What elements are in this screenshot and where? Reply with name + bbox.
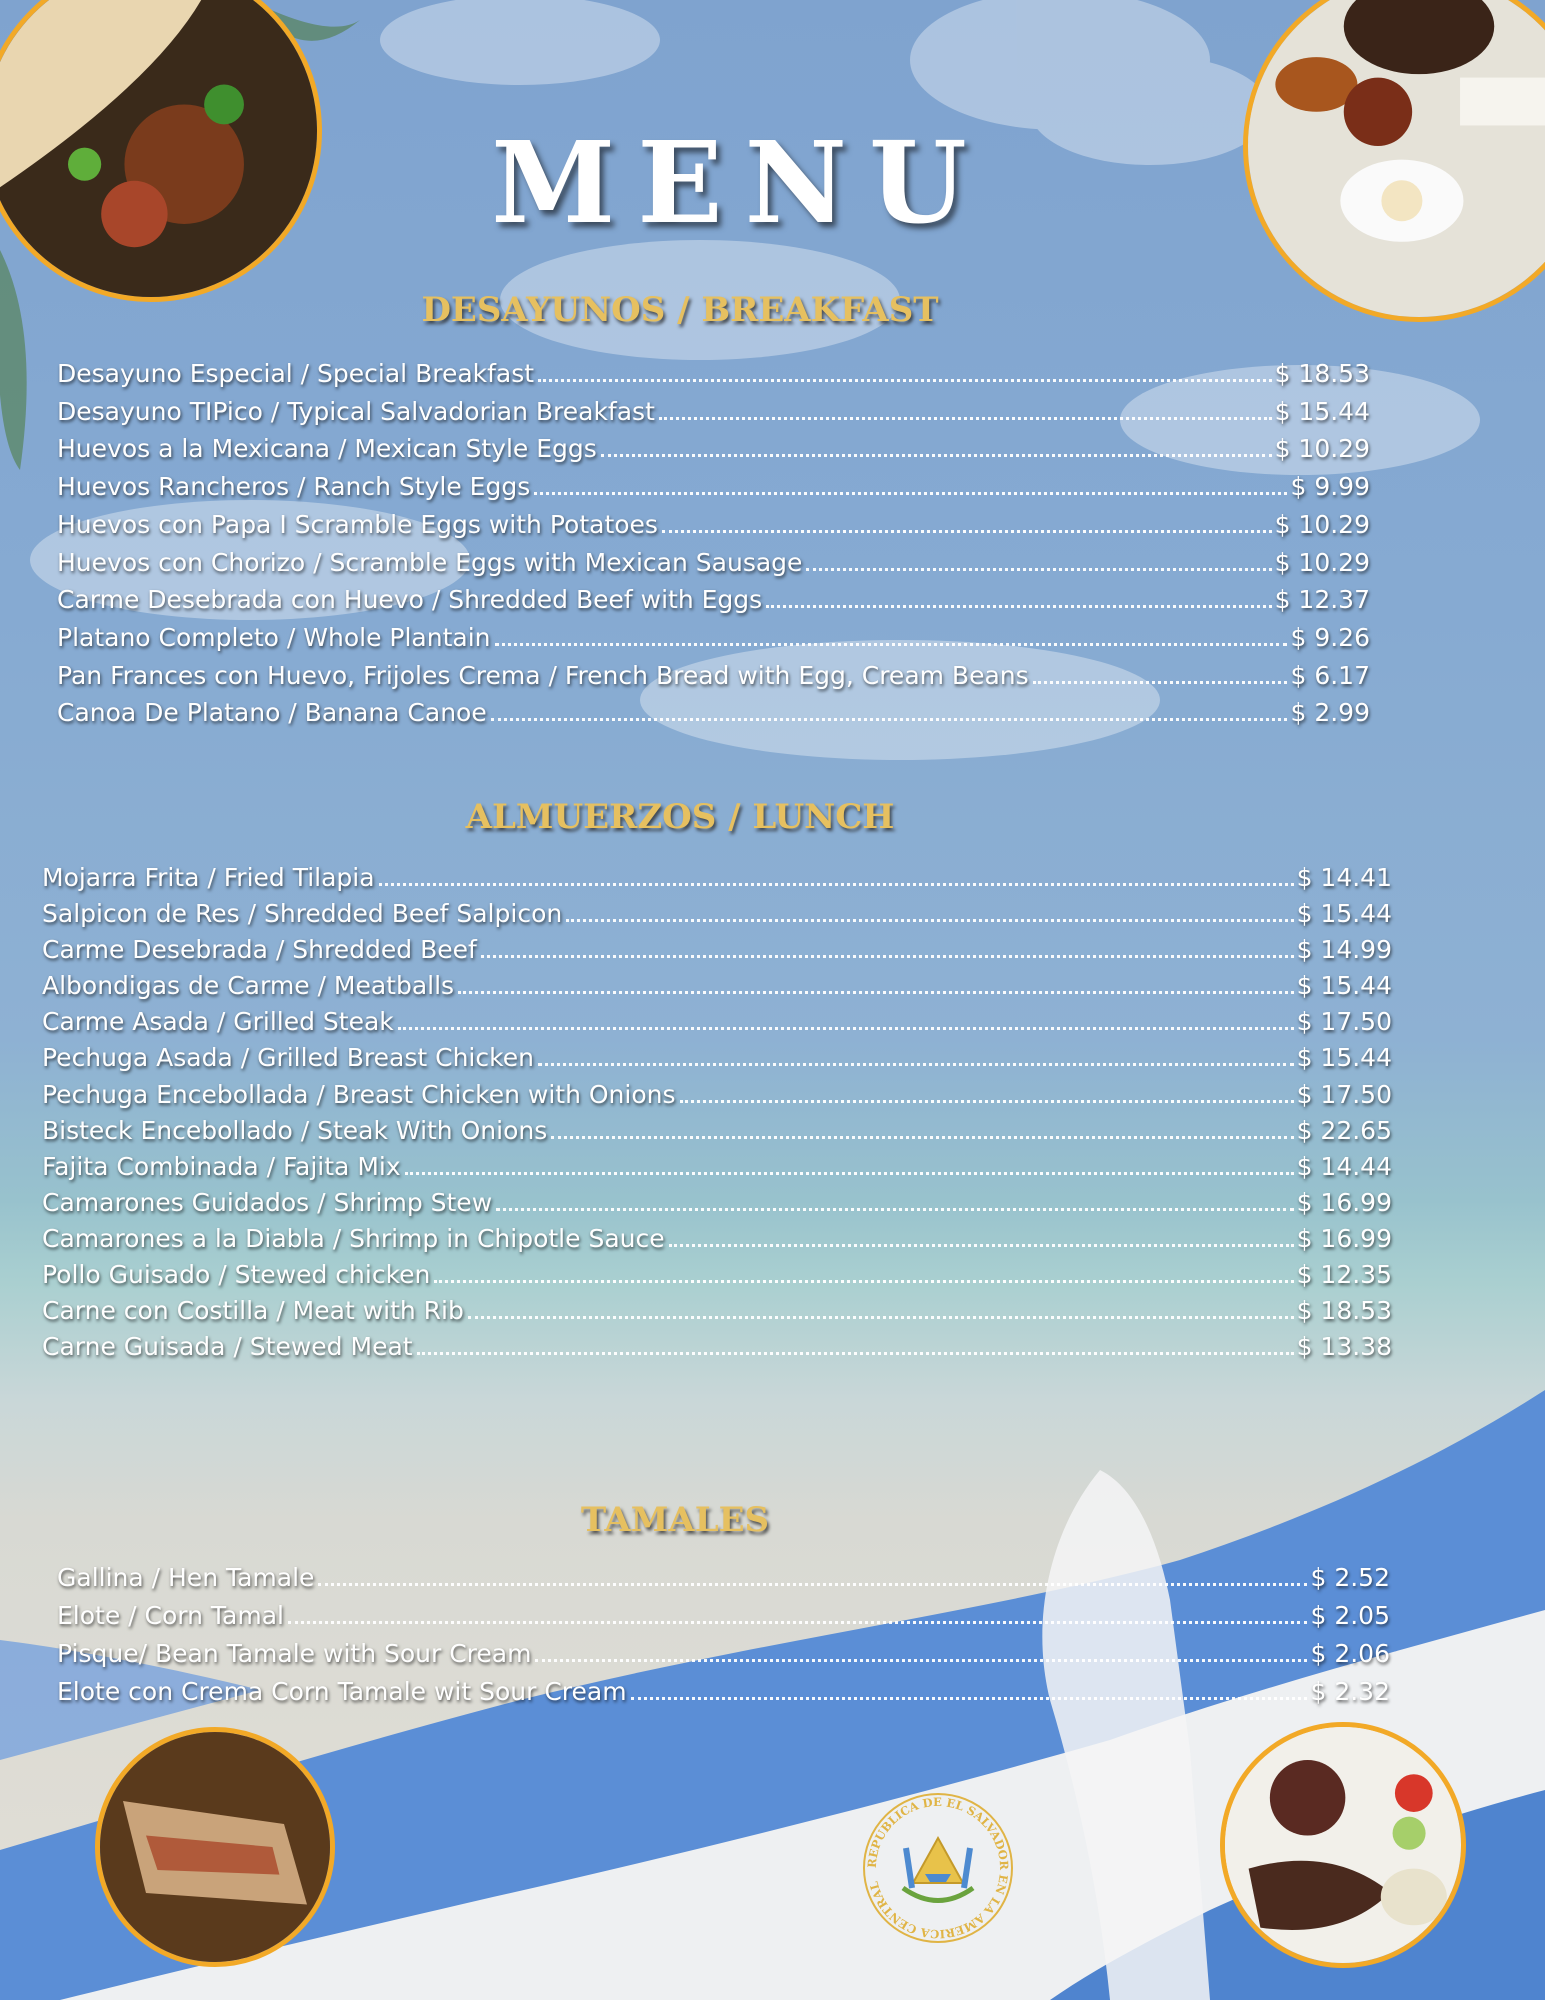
dot-leader	[318, 1583, 1307, 1586]
dot-leader	[538, 1063, 1294, 1066]
tamale-item	[57, 1635, 1390, 1673]
item-price: $ 15.44	[1274, 396, 1370, 426]
dot-leader	[631, 1697, 1308, 1700]
item-name: Gallina / Hen Tamale	[57, 1563, 315, 1592]
item-price: $ 2.05	[1310, 1601, 1390, 1630]
steak-plate-icon	[1225, 1727, 1461, 1963]
item-price: $ 15.44	[1296, 971, 1392, 1001]
item-name: Platano Completo / Whole Plantain	[57, 622, 491, 652]
item-price: $ 2.99	[1290, 698, 1370, 728]
breakfast-item	[57, 694, 1370, 732]
tamale-photo	[95, 1727, 335, 1967]
item-name: Pollo Guisado / Stewed chicken	[42, 1260, 431, 1290]
item-name: Carme Desebrada con Huevo / Shredded Beef with Eggs	[57, 585, 763, 615]
dot-leader	[491, 718, 1288, 721]
item-name: Pechuga Encebollada / Breast Chicken with Onions	[42, 1079, 676, 1109]
dot-leader	[417, 1352, 1294, 1355]
item-name: Huevos con Chorizo / Scramble Eggs with Mexican Sausage	[57, 547, 803, 577]
item-name: Camarones Guidados / Shrimp Stew	[42, 1187, 493, 1217]
item-name: Bisteck Encebollado / Steak With Onions	[42, 1115, 548, 1145]
dot-leader	[481, 955, 1294, 958]
item-name: Huevos Rancheros / Ranch Style Eggs	[57, 472, 531, 502]
dot-leader	[806, 568, 1271, 571]
dot-leader	[458, 991, 1293, 994]
breakfast-item	[57, 657, 1370, 695]
item-name: Desayuno TIPico / Typical Salvadorian Breakfast	[57, 396, 655, 426]
dot-leader	[398, 1027, 1294, 1030]
item-price: $ 15.44	[1296, 1043, 1392, 1073]
lunch-item	[42, 932, 1392, 968]
lunch-item	[42, 1040, 1392, 1076]
item-price: $ 2.32	[1310, 1677, 1390, 1706]
lunch-item	[42, 1149, 1392, 1185]
item-name: Salpicon de Res / Shredded Beef Salpicon	[42, 899, 563, 929]
dot-leader	[534, 492, 1287, 495]
item-price: $ 12.35	[1296, 1260, 1392, 1290]
breakfast-item	[57, 619, 1370, 657]
item-name: Pisque/ Bean Tamale with Sour Cream	[57, 1639, 532, 1668]
breakfast-item	[57, 506, 1370, 544]
menu-title: MENU	[491, 118, 989, 249]
lunch-item	[42, 860, 1392, 896]
item-price: $ 18.53	[1296, 1296, 1392, 1326]
breakfast-item	[57, 355, 1370, 393]
lunch-item	[42, 1077, 1392, 1113]
breakfast-item	[57, 393, 1370, 431]
dot-leader	[495, 643, 1288, 646]
item-price: $ 14.99	[1296, 935, 1392, 965]
lunch-item	[42, 1113, 1392, 1149]
item-name: Carme Asada / Grilled Steak	[42, 1007, 394, 1037]
item-price: $ 15.44	[1296, 899, 1392, 929]
item-price: $ 14.44	[1296, 1151, 1392, 1181]
breakfast-item	[57, 581, 1370, 619]
breakfast-list	[57, 355, 1370, 732]
item-price: $ 9.26	[1290, 622, 1370, 652]
dot-leader	[680, 1100, 1294, 1103]
tamales-heading: TAMALES	[580, 1500, 770, 1540]
lunch-item	[42, 1329, 1392, 1365]
item-name: Carme Desebrada / Shredded Beef	[42, 935, 477, 965]
item-price: $ 10.29	[1274, 509, 1370, 539]
steak-plate-photo	[1220, 1722, 1466, 1968]
item-name: Canoa De Platano / Banana Canoe	[57, 698, 487, 728]
item-name: Camarones a la Diabla / Shrimp in Chipotle Sauce	[42, 1223, 665, 1253]
dot-leader	[468, 1316, 1294, 1319]
dot-leader	[566, 919, 1293, 922]
lunch-item	[42, 1004, 1392, 1040]
tamale-item	[57, 1597, 1390, 1635]
lunch-list	[42, 860, 1392, 1365]
item-name: Carne Guisada / Stewed Meat	[42, 1332, 413, 1362]
item-price: $ 16.99	[1296, 1223, 1392, 1253]
dot-leader	[288, 1621, 1307, 1624]
lunch-item	[42, 1221, 1392, 1257]
dot-leader	[535, 1659, 1307, 1662]
item-price: $ 16.99	[1296, 1187, 1392, 1217]
item-price: $ 9.99	[1290, 472, 1370, 502]
dot-leader	[766, 605, 1271, 608]
seal-text: REPUBLICA DE EL SALVADOR EN LA AMERICA CENTRAL	[864, 1794, 1012, 1942]
item-price: $ 17.50	[1296, 1079, 1392, 1109]
item-name: Elote / Corn Tamal	[57, 1601, 284, 1630]
breakfast-item	[57, 430, 1370, 468]
item-name: Mojarra Frita / Fried Tilapia	[42, 863, 375, 892]
item-price: $ 12.37	[1274, 585, 1370, 615]
item-name: Fajita Combinada / Fajita Mix	[42, 1151, 401, 1181]
tamale-item	[57, 1559, 1390, 1597]
item-price: $ 13.38	[1296, 1332, 1392, 1362]
tamales-list	[57, 1559, 1390, 1711]
dot-leader	[434, 1280, 1293, 1283]
item-name: Carne con Costilla / Meat with Rib	[42, 1296, 464, 1326]
lunch-item	[42, 968, 1392, 1004]
lunch-heading: ALMUERZOS / LUNCH	[465, 797, 895, 837]
item-price: $ 18.53	[1274, 359, 1370, 388]
item-price: $ 14.41	[1296, 863, 1392, 892]
item-price: $ 17.50	[1296, 1007, 1392, 1037]
item-name: Albondigas de Carme / Meatballs	[42, 971, 455, 1001]
item-price: $ 6.17	[1290, 660, 1370, 690]
dot-leader	[601, 454, 1272, 457]
item-name: Pechuga Asada / Grilled Breast Chicken	[42, 1043, 534, 1073]
item-name: Desayuno Especial / Special Breakfast	[57, 359, 535, 388]
lunch-item	[42, 1257, 1392, 1293]
lunch-item	[42, 1185, 1392, 1221]
breakfast-item	[57, 544, 1370, 582]
item-price: $ 10.29	[1274, 434, 1370, 464]
dot-leader	[669, 1244, 1294, 1247]
item-name: Huevos a la Mexicana / Mexican Style Eggs	[57, 434, 597, 464]
dot-leader	[659, 417, 1272, 420]
dot-leader	[405, 1172, 1294, 1175]
dot-leader	[662, 530, 1272, 533]
coat-of-arms-seal	[858, 1788, 1018, 1948]
tamale-item	[57, 1673, 1390, 1711]
lunch-item	[42, 896, 1392, 932]
lunch-item	[42, 1293, 1392, 1329]
item-name: Elote con Crema Corn Tamale wit Sour Cream	[57, 1677, 627, 1706]
item-price: $ 22.65	[1296, 1115, 1392, 1145]
dot-leader	[551, 1136, 1293, 1139]
dot-leader	[496, 1208, 1293, 1211]
item-price: $ 2.06	[1310, 1639, 1390, 1668]
breakfast-item	[57, 468, 1370, 506]
item-price: $ 2.52	[1310, 1563, 1390, 1592]
item-name: Huevos con Papa I Scramble Eggs with Potatoes	[57, 509, 658, 539]
item-price: $ 10.29	[1274, 547, 1370, 577]
item-name: Pan Frances con Huevo, Frijoles Crema / French Bread with Egg, Cream Beans	[57, 660, 1029, 690]
tamale-icon	[100, 1732, 330, 1962]
dot-leader	[379, 883, 1294, 886]
breakfast-heading: DESAYUNOS / BREAKFAST	[421, 290, 939, 330]
dot-leader	[538, 379, 1271, 382]
dot-leader	[1033, 681, 1288, 684]
